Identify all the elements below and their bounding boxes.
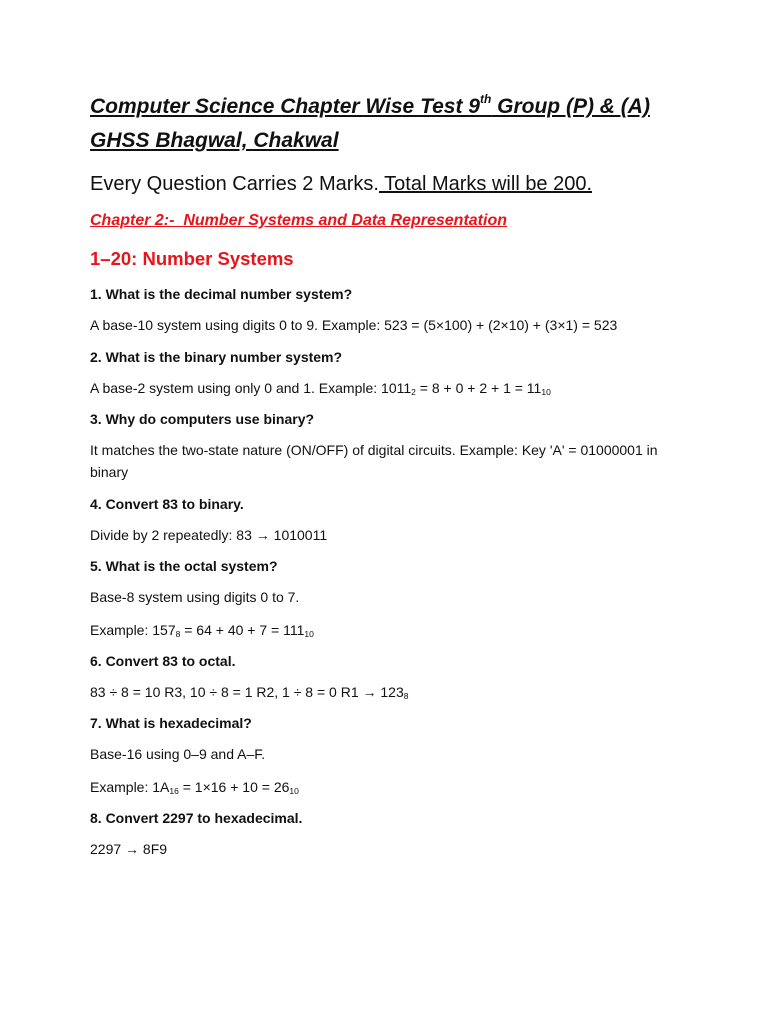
answer-4: Divide by 2 repeatedly: 83 → 1010011 [90, 527, 328, 543]
answer-2-text: A base-2 system using only 0 and 1. Example: 1011 [90, 380, 412, 396]
answer-2-text-mid: = 8 + 0 + 2 + 1 = 11 [415, 380, 542, 396]
answer-5-line1: Base-8 system using digits 0 to 7. [90, 589, 300, 605]
answer-5-line2 [90, 619, 690, 641]
question-2: 2. What is the binary number system? [90, 349, 343, 365]
document-title [90, 90, 690, 158]
answer-7-subscript-base: 16 [169, 786, 179, 796]
answer-2-subscript-base: 2 [411, 387, 416, 397]
answer-3: It matches the two-state nature (ON/OFF) of digital circuits. Example: Key 'A' = 01000001 in binary [90, 442, 658, 480]
answer-6-text: 83 ÷ 8 = 10 R3, 10 ÷ 8 = 1 R2, 1 ÷ 8 = 0 R1 → 123 [90, 684, 404, 700]
marks-plain-text: Every Question Carries 2 Marks. [90, 173, 379, 195]
title-superscript: th [479, 92, 492, 106]
marks-statement [90, 171, 690, 197]
answer-7-text-mid: = 1×16 + 10 = 26 [178, 779, 290, 795]
title-line2-text: GHSS Bhagwal, Chakwal [90, 129, 339, 152]
question-3: 3. Why do computers use binary? [90, 411, 315, 427]
question-4: 4. Convert 83 to binary. [90, 496, 244, 512]
answer-1: A base-10 system using digits 0 to 9. Example: 523 = (5×100) + (2×10) + (3×1) = 523 [90, 317, 618, 333]
chapter-heading: Chapter 2:- Number Systems and Data Representation [90, 212, 507, 229]
question-1: 1. What is the decimal number system? [90, 286, 353, 302]
question-6: 6. Convert 83 to octal. [90, 653, 236, 669]
question-8: 8. Convert 2297 to hexadecimal. [90, 810, 303, 826]
answer-5-text-mid: = 64 + 40 + 7 = 111 [180, 622, 305, 638]
question-7: 7. What is hexadecimal? [90, 715, 252, 731]
answer-5-text: Example: 157 [90, 622, 176, 638]
answer-6 [90, 681, 690, 703]
section-heading: 1–20: Number Systems [90, 248, 294, 269]
answer-8: 2297 → 8F9 [90, 841, 168, 857]
document-page [90, 90, 690, 860]
total-marks-text: Total Marks will be 200. [378, 173, 593, 195]
title-line1-text: Computer Science Chapter Wise Test 9 [90, 95, 480, 118]
answer-5-subscript-result: 10 [304, 629, 314, 639]
answer-7-text: Example: 1A [90, 779, 170, 795]
title-line1-suffix: Group (P) & (A) [491, 95, 650, 118]
answer-7-line1: Base-16 using 0–9 and A–F. [90, 746, 266, 762]
answer-2 [90, 377, 690, 399]
answer-5-subscript-base: 8 [175, 629, 181, 639]
answer-7-line2 [90, 776, 690, 798]
answer-7-subscript-result: 10 [289, 786, 299, 796]
answer-6-subscript-base: 8 [403, 691, 409, 701]
answer-2-subscript-result: 10 [541, 387, 551, 397]
question-5: 5. What is the octal system? [90, 558, 278, 574]
